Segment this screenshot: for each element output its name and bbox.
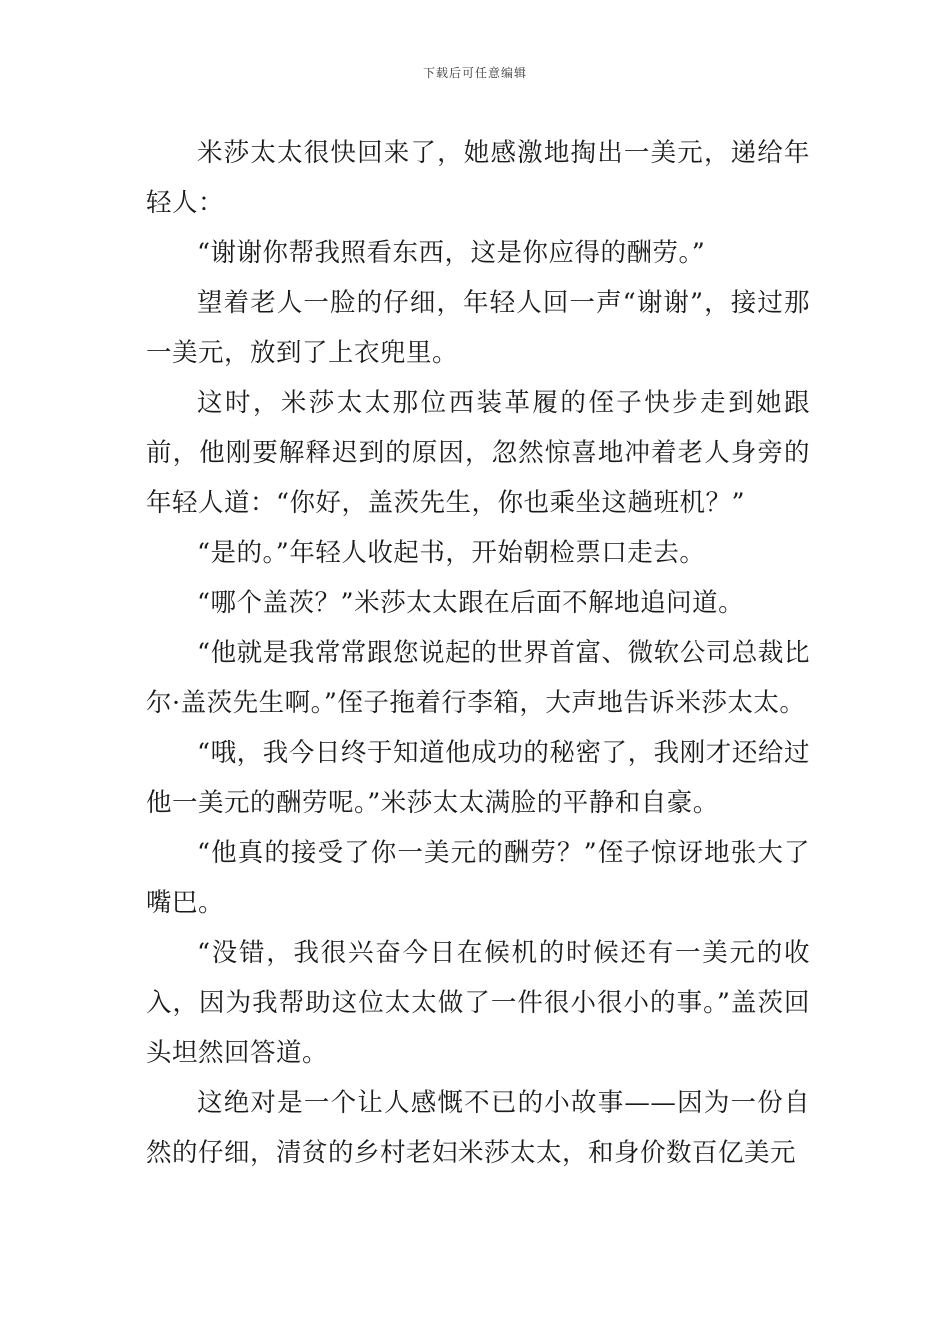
paragraph-11: 这绝对是一个让人感慨不已的小故事——因为一份自然的仔细，清贫的乡村老妇米莎太太，和身价数百亿美元 xyxy=(146,1088,810,1168)
paragraph-5: “是的。”年轻人收起书，开始朝检票口走去。 xyxy=(197,538,706,568)
paragraph-7: “他就是我常常跟您说起的世界首富、微软公司总裁比尔·盖茨先生啊。”侄子拖着行李箱，大声地告诉米莎太太。 xyxy=(146,638,810,718)
document-body xyxy=(146,128,810,1178)
paragraph-2: “谢谢你帮我照看东西，这是你应得的酬劳。” xyxy=(197,238,706,268)
paragraph-9: “他真的接受了你一美元的酬劳？”侄子惊讶地张大了嘴巴。 xyxy=(146,838,810,918)
paragraph-4: 这时，米莎太太那位西装革履的侄子快步走到她跟前，他刚要解释迟到的原因，忽然惊喜地冲着老人身旁的年轻人道：“你好，盖茨先生，你也乘坐这趟班机？” xyxy=(146,388,810,518)
paragraph-1: 米莎太太很快回来了，她感激地掏出一美元，递给年轻人： xyxy=(146,138,810,218)
header-note: 下载后可任意编辑 xyxy=(422,66,527,80)
paragraph-3: 望着老人一脸的仔细，年轻人回一声“谢谢”，接过那一美元，放到了上衣兜里。 xyxy=(146,288,810,368)
paragraph-6: “哪个盖茨？”米莎太太跟在后面不解地追问道。 xyxy=(197,588,745,618)
paragraph-10: “没错，我很兴奋今日在候机的时候还有一美元的收入，因为我帮助这位太太做了一件很小很小的事。”盖茨回头坦然回答道。 xyxy=(146,938,810,1068)
paragraph-8: “哦，我今日终于知道他成功的秘密了，我刚才还给过他一美元的酬劳呢。”米莎太太满脸的平静和自豪。 xyxy=(146,738,810,818)
